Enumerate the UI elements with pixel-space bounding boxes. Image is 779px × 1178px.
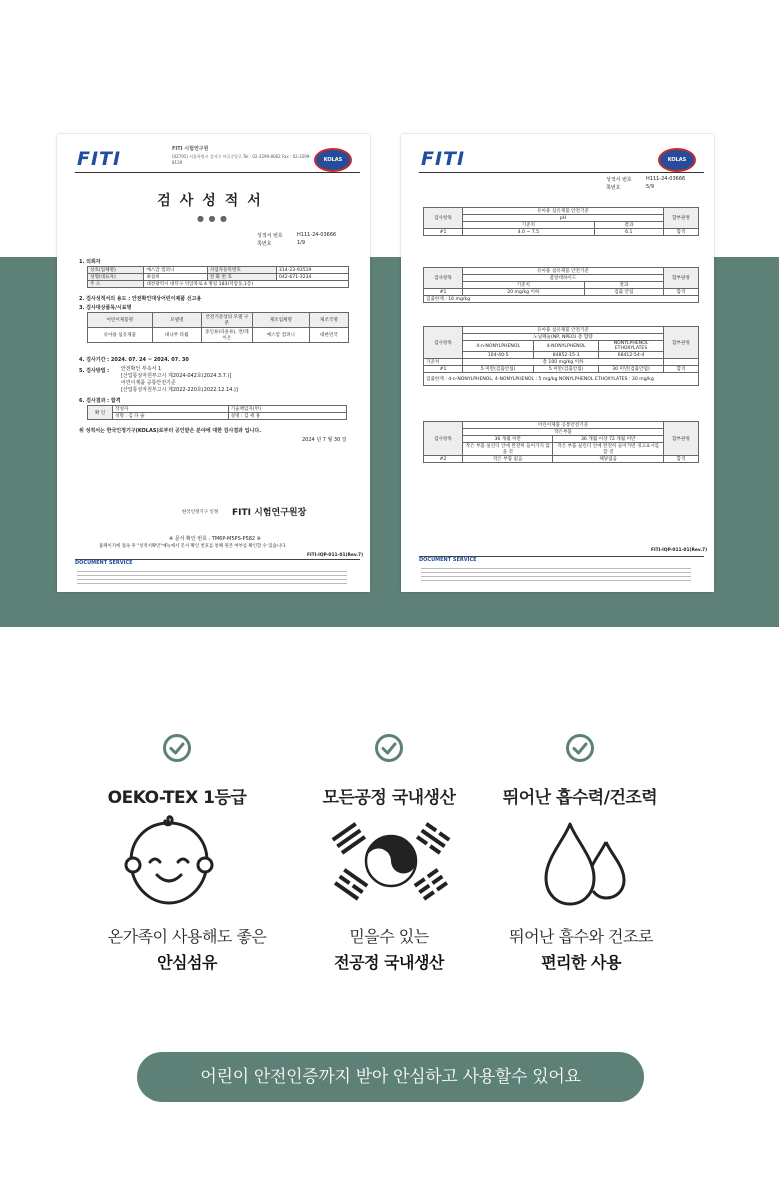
feature-desc-line1: 뛰어난 흡수와 건조로	[509, 927, 653, 946]
form-number: FITI-IQP-011-01(Rev.7)	[307, 553, 364, 558]
cell: 검사항목	[424, 422, 463, 456]
cell: 어린이제품 공통안전기준	[463, 422, 664, 429]
cell: 36 개월 미만	[463, 436, 553, 443]
cell: 대나무 타월	[152, 328, 201, 343]
document-title: 검사성적서	[157, 193, 270, 209]
method-line: [산업통상자원부고시 제2022-220호(2022.12.14.)]	[121, 387, 238, 393]
cell: 314-23-93519	[276, 267, 348, 274]
cell: 기술책임자(甲)	[228, 406, 346, 413]
fiti-logo: FITI	[77, 148, 122, 170]
cell: #2	[424, 456, 463, 463]
safety-certification-banner: 어린이 안전인증까지 받아 안심하고 사용할수 있어요	[137, 1052, 644, 1102]
cell: 성명(대표자)	[88, 274, 144, 281]
cell: 제조국명	[309, 313, 348, 328]
header-address: (02791) 서울특별시 강서구 마곡중앙로 Tel : 02-3299-8062 Fax : 02-3299-8129	[172, 154, 311, 165]
cell: pH	[463, 215, 664, 222]
cell: 합격	[664, 229, 699, 236]
feature-desc-line2: 편리한 사용	[541, 953, 621, 972]
cell: 제조업체명	[252, 313, 309, 328]
cell: 최실희	[144, 274, 207, 281]
fiti-logo: FITI	[421, 148, 466, 170]
sample-table	[87, 312, 349, 343]
cell: 검출한계 : 16 mg/kg	[424, 296, 699, 303]
cell: 노닐페놀(NP, NPEO) 총 함량	[463, 334, 664, 341]
cell: 68412-54-4	[599, 352, 664, 359]
cell: 작은 부품 실린더 안에 완전히 들어가지 않을 것	[463, 443, 553, 456]
cell: 유아용 섬유제품 안전기준	[463, 327, 664, 334]
cell: 합격	[664, 456, 699, 463]
section-method: 5. 검사방법 :	[79, 368, 110, 374]
signer-prefix: 한국인정기구 인정	[182, 510, 219, 515]
cell: 어린이제품명	[88, 313, 153, 328]
cell: 전 화 번 호	[207, 274, 276, 281]
cell: 유아용 섬유제품 안전기준	[463, 268, 664, 275]
cell: 4.0 ~ 7.5	[463, 229, 595, 236]
cell: 작은 부품 실린더 안에 완전히 들어가면 경고표시를 할 것	[553, 443, 664, 456]
cell: 합부판정	[664, 327, 699, 359]
cell: 상호(업체명)	[88, 267, 144, 274]
cell: 예스맘 컴퍼니	[144, 267, 207, 274]
page-number: 1/9	[297, 240, 306, 246]
header-divider	[419, 172, 704, 173]
title-dots: ● ● ●	[197, 214, 229, 223]
cell: 4-NONYLPHENOL	[534, 341, 599, 352]
cell: 작은부품	[463, 429, 664, 436]
method-line: 안전확인 부속서 1	[121, 366, 162, 372]
cell: 합부판정	[664, 268, 699, 289]
cell: 4-n-NONYLPHENOL	[463, 341, 534, 352]
cell: 합격	[664, 366, 699, 373]
section-sample: 3. 검사대상품목/시료명	[79, 305, 132, 311]
feature-desc-line1: 믿을수 있는	[349, 927, 429, 946]
cell: 30 미만(검출안됨)	[599, 366, 664, 373]
doc-service-label: DOCUMENT SERVICE	[419, 557, 477, 563]
cell: 총 100 mg/kg 이하	[463, 359, 664, 366]
test-report-page-5	[401, 134, 714, 592]
cell: 합격	[664, 289, 699, 296]
cell: 84852-15-3	[534, 352, 599, 359]
small-parts-table	[423, 421, 699, 463]
cell: 합부판정	[664, 422, 699, 456]
check-icon	[374, 733, 404, 767]
check-icon	[565, 733, 595, 767]
ph-table	[423, 207, 699, 236]
section-result: 6. 검사결과 : 합격	[79, 398, 121, 404]
feature-desc-line2: 안심섬유	[157, 953, 217, 972]
check-icon	[162, 733, 192, 767]
doc-service-label: DOCUMENT SERVICE	[75, 560, 133, 566]
footer-notes	[421, 565, 691, 584]
cell: NONYLPHENOL ETHOXYLATES	[599, 341, 664, 352]
issue-date: 2024 년 7 월 30 일	[302, 437, 347, 443]
cell: 주 소	[88, 281, 144, 288]
cell: #1	[424, 289, 463, 296]
cell: 기준치	[424, 359, 463, 366]
cell	[664, 359, 699, 366]
report-no-label: 성적서 번호	[606, 177, 632, 183]
page-number: 5/9	[646, 184, 655, 190]
baby-face-icon	[119, 813, 219, 913]
cell: 확 인	[88, 406, 113, 420]
cell: 폼알데하이드	[463, 275, 664, 282]
verify-note: 홈페이지에 접속 후 "성적서확인"메뉴에서 문서 확인 번호를 통해 원본 여부를 확인할 수 있습니다.	[99, 544, 287, 549]
test-report-page-1	[57, 134, 370, 592]
cell: 합부판정	[664, 208, 699, 229]
cell: 모델명	[152, 313, 201, 328]
cell: 기준치	[463, 282, 585, 289]
client-table	[87, 266, 349, 288]
kolas-logo: KOLAS	[314, 148, 352, 172]
confirm-table	[87, 405, 347, 420]
feature-title-absorbency: 뛰어난 흡수력/건조력	[502, 788, 658, 808]
cell: 사업자등록번호	[207, 267, 276, 274]
header-name: FITI 시험연구원	[172, 146, 209, 152]
page-label: 쪽번호	[257, 241, 272, 247]
method-line: 어린이제품 공통안전기준	[121, 380, 176, 386]
section-period: 4. 검사기간 : 2024. 07. 24 ~ 2024. 07. 30	[79, 357, 189, 363]
feature-desc-line2: 전공정 국내생산	[334, 953, 444, 972]
statement: 위 성적서는 한국인정기구(KOLAS)로부터 공인받은 분야에 대한 검사결과 입니다.	[79, 428, 262, 434]
signer: FITI 시험연구원장	[232, 508, 307, 518]
section-client: 1. 의뢰자	[79, 259, 101, 265]
footer-notes	[77, 568, 347, 587]
nonylphenol-table	[423, 326, 699, 386]
verify-number: ※ 문서 확인 번호 : TM6P-M5PS-P582 ※	[169, 536, 261, 542]
cell: 대한민국	[309, 328, 348, 343]
cell: #1	[424, 366, 463, 373]
report-no-label: 성적서 번호	[257, 233, 283, 239]
cell: 유아용 섬유제품 안전기준	[463, 208, 664, 215]
cell: 042-671-3234	[276, 274, 348, 281]
cell: #1	[424, 229, 463, 236]
method-line: [산업통상자원부고시 제2024-042호(2024.3.7.)]	[121, 373, 232, 379]
cell: 검사항목	[424, 327, 463, 359]
feature-title-domestic: 모든공정 국내생산	[322, 788, 456, 808]
report-no: H111-24-03666	[646, 176, 686, 182]
cell: 36 개월 이상 72 개월 미만	[553, 436, 664, 443]
form-number: FITI-IQP-011-01(Rev.7)	[651, 548, 708, 553]
cell: 성명 : 김 세 홍	[228, 413, 346, 420]
feature-title-oeko-tex: OEKO-TEX 1등급	[107, 788, 247, 808]
formaldehyde-table	[423, 267, 699, 303]
cell: 해당없음	[553, 456, 664, 463]
cell: 검사항목	[424, 268, 463, 289]
cell: 5 미만(검출안됨)	[463, 366, 534, 373]
cell: 검사항목	[424, 208, 463, 229]
cell: 중인류(타올류), 면/레이온	[201, 328, 252, 343]
cell: 검출 안됨	[584, 289, 663, 296]
section-purpose: 2. 검사성적서의 용도 : 안전확인대상어린이제품 신고용	[79, 296, 202, 302]
cell: 작은 부품 없음	[463, 456, 553, 463]
feature-desc-line1: 온가족이 사용해도 좋은	[107, 927, 267, 946]
water-drops-icon	[536, 818, 636, 914]
cell: 결과	[594, 222, 663, 229]
cell: 안전기준상의 모델 구분	[201, 313, 252, 328]
cell: 대전광역시 대덕구 덕암북로 4 병길 183(덕암동,1층)	[144, 281, 349, 288]
cell: 20 mg/kg 이하	[463, 289, 585, 296]
cell: 예스맘 컴퍼니	[252, 328, 309, 343]
header-divider	[75, 172, 360, 173]
cell: 작성자	[113, 406, 229, 413]
cell: 결과	[584, 282, 663, 289]
cell: 6.1	[594, 229, 663, 236]
cell: 5 미만(검출안됨)	[534, 366, 599, 373]
page-label: 쪽번호	[606, 185, 621, 191]
kolas-logo: KOLAS	[658, 148, 696, 172]
cell: 104-40-5	[463, 352, 534, 359]
report-no: H111-24-03666	[297, 232, 337, 238]
cell: 성명 : 김 다 슬	[113, 413, 229, 420]
cell: 유아용 섬유제품	[88, 328, 153, 343]
cell: 기준치	[463, 222, 595, 229]
taegeuk-icon	[330, 818, 452, 908]
cell: 검출한계 : 4-n-NONYLPHENOL, 4-NONYLPHENOL : 5 mg/kg NONYLPHENOL ETHOXYLATES : 30 mg/kg	[424, 373, 699, 386]
